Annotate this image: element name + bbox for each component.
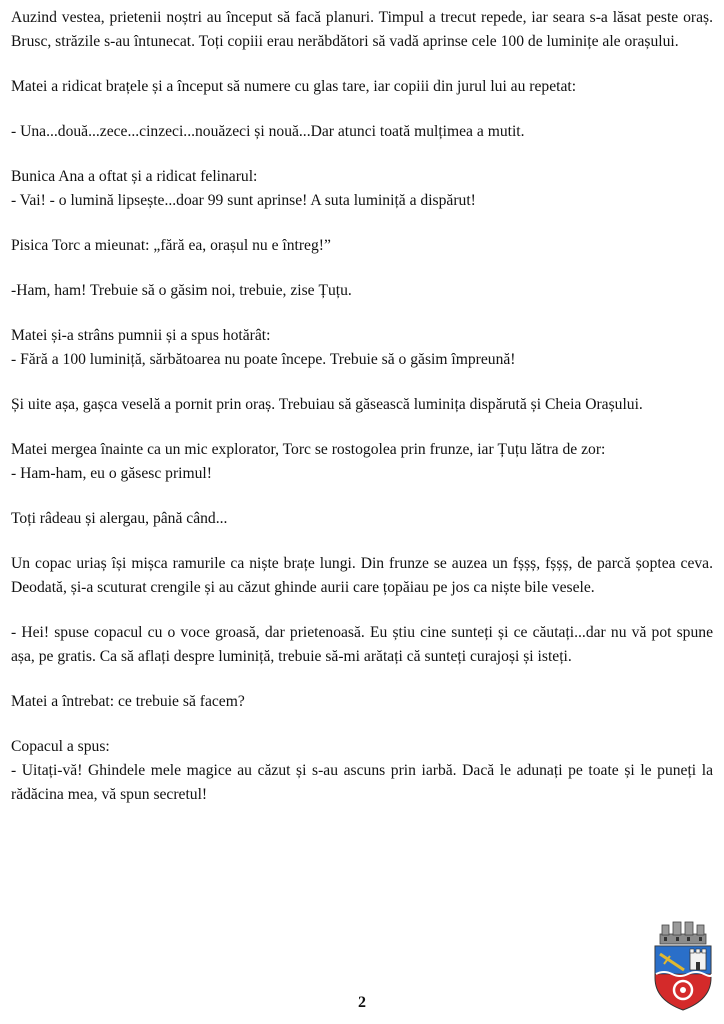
paragraph: [11, 75, 713, 99]
text-line: - Vai! - o lumină lipsește...doar 99 sunt aprinse! A suta luminiță a dispărut!: [11, 192, 476, 209]
city-coat-of-arms-icon: [650, 920, 716, 1012]
text-line: - Ham-ham, eu o găsesc primul!: [11, 465, 212, 482]
text-line: Matei a ridicat brațele și a început să numere cu glas tare, iar copiii din jurul lui au repetat:: [11, 78, 577, 95]
text-line: -Ham, ham! Trebuie să o găsim noi, trebuie, zise Țuțu.: [11, 282, 352, 299]
text-line: Copacul a spus:: [11, 738, 110, 755]
paragraph: [11, 735, 713, 807]
paragraph: [11, 690, 713, 714]
crown: [660, 922, 706, 944]
paragraph: [11, 279, 713, 303]
paragraph: [11, 165, 713, 213]
text-line: - Una...două...zece...cinzeci...nouăzeci și nouă...Dar atunci toată mulțimea a mutit.: [11, 123, 525, 140]
paragraph: [11, 6, 713, 54]
text-line: Matei a întrebat: ce trebuie să facem?: [11, 693, 245, 710]
document-body: [11, 6, 713, 828]
text-line: Auzind vestea, prietenii noștri au început să facă planuri. Timpul a trecut repede, iar seara s-a lăsat peste oraș. Brusc, străzile s-au întunecat. Toți copiii erau nerăbdători să vadă aprinse cele 100 de luminițe ale orașului.: [11, 9, 713, 50]
paragraph: [11, 507, 713, 531]
paragraph: [11, 120, 713, 144]
text-line: - Fără a 100 luminiță, sărbătoarea nu poate începe. Trebuie să o găsim împreună!: [11, 351, 516, 368]
text-line: Matei și-a strâns pumnii și a spus hotărât:: [11, 327, 271, 344]
paragraph: [11, 552, 713, 600]
text-line: - Hei! spuse copacul cu o voce groasă, dar prietenoasă. Eu știu cine sunteți și ce căutați...dar nu vă pot spune așa, pe gratis. Ca să aflați despre luminiță, trebuie să-mi arătați că sunteți curajoși și isteți.: [11, 624, 713, 665]
page-number: 2: [358, 994, 366, 1011]
text-line: Bunica Ana a oftat și a ridicat felinarul:: [11, 168, 258, 185]
paragraph: [11, 324, 713, 372]
paragraph: [11, 234, 713, 258]
text-line: Toți râdeau și alergau, până când...: [11, 510, 228, 527]
text-line: Un copac uriaș își mișca ramurile ca niște brațe lungi. Din frunze se auzea un fșșș, fșșș, de parcă șoptea ceva. Deodată, și-a scuturat crengile și au căzut ghinde aurii care țopăiau pe jos ca niște bile vesele.: [11, 555, 713, 596]
paragraph: [11, 621, 713, 669]
paragraph: [11, 438, 713, 486]
text-line: Matei mergea înainte ca un mic explorator, Torc se rostogolea prin frunze, iar Țuțu lătra de zor:: [11, 441, 606, 458]
text-line: - Uitați-vă! Ghindele mele magice au căzut și s-au ascuns prin iarbă. Dacă le adunați pe toate și le puneți la rădăcina mea, vă spun secretul!: [11, 762, 713, 803]
text-line: Și uite așa, gașca veselă a pornit prin oraș. Trebuiau să găsească luminița dispărută și Cheia Orașului.: [11, 396, 643, 413]
paragraph: [11, 393, 713, 417]
text-line: Pisica Torc a mieunat: „fără ea, orașul nu e întreg!”: [11, 237, 331, 254]
tower: [690, 949, 706, 970]
